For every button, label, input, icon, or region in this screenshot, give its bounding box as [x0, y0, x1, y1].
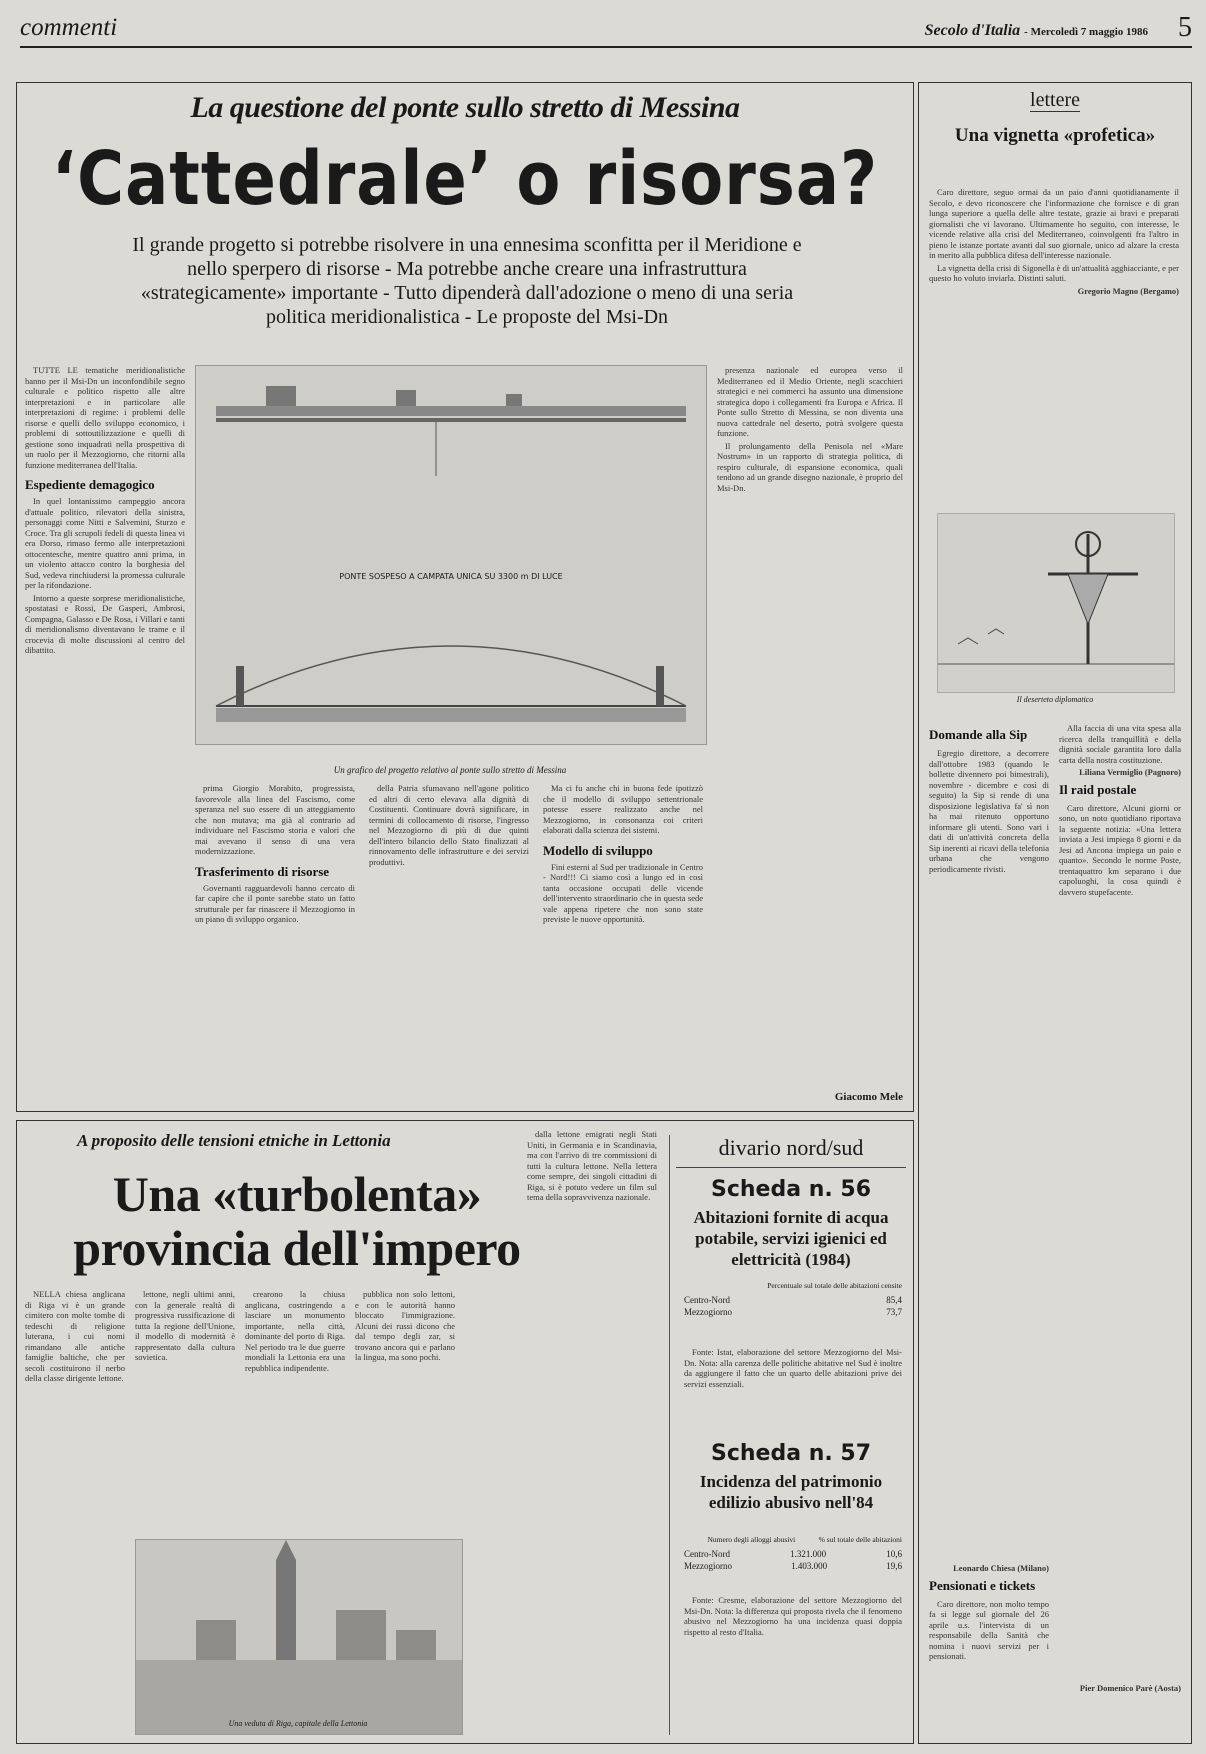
main-article — [16, 82, 914, 1112]
letter-heading: Il raid postale — [1059, 781, 1137, 797]
row-label: Mezzogiorno — [684, 1307, 732, 1317]
paragraph: prima Giorgio Morabito, progressista, favorevole alla linea del Fascismo, come speranza nel suo essere di un atteggiamento che non mutava; ma già al contrario ad individuare nel Fascismo storia e valori che mai avevano il senso di una vera modernizzazione. — [195, 783, 355, 856]
letter-heading: Domande alla Sip — [929, 727, 1028, 742]
cartoon-illustration — [937, 513, 1175, 693]
letter-title: Una vignetta «profetica» — [954, 125, 1156, 146]
table-column-header: Percentuale sul totale delle abitazioni censite — [767, 1281, 902, 1290]
table-column-header: % sul totale delle abitazioni — [818, 1535, 902, 1544]
paragraph: Governanti ragguardevoli hanno cercato di far capire che il ponte sarebbe stato un fatto strutturale per far rinascere il Mezzogiorno in un piano di sviluppo organico. — [195, 882, 355, 924]
sheet-56-note — [684, 1347, 902, 1391]
article-title: Una «turbolenta» provincia dell'impero — [73, 1166, 521, 1276]
letter-signature: Leonardo Chiesa (Milano) — [953, 1563, 1049, 1573]
row-label: Centro-Nord — [684, 1295, 730, 1305]
paragraph: pubblica non solo lettoni, e con le autorità hanno bloccato l'immigrazione. Alcuni dei russi dicono che dal tempo degli zar, si trovano ancora qui e parlano la lingua, ma sono pochi. — [355, 1289, 455, 1362]
sheet-57-table — [684, 1535, 902, 1572]
article-title: ‘Cattedrale’ o risorsa? — [51, 137, 879, 223]
table-row — [684, 1306, 902, 1318]
paragraph: presenza nazionale ed europea verso il Mediterraneo ed il Medio Oriente, negli scacchieri strategici e nei commerci ha assunto una dimensione strategica dopo i collegamenti fra Europa e Africa. Il Ponte sullo Stretto di Messina, se non diventa una nuova cattedrale nel deserto, potrà svolgere questa funzione. — [717, 365, 903, 438]
row-value: 73,7 — [886, 1307, 902, 1317]
paragraph: In quel lontanissimo campeggio ancora d'attuale politico, rilevatori della sinistra, personaggi come Nitti e Salvemini, Sturzo e Croce. Tra gli scrupoli fedeli di questa linea vi era Dorso, rimaso fermo alle interpretazioni ottocentesche, mentre quattro anni prima, in un violento attacco contro la borghesia del Sud, vedeva rinchiudersi la promessa culturale per la rifondazione. — [25, 496, 185, 590]
row-value: 85,4 — [886, 1295, 902, 1305]
table-row — [684, 1294, 902, 1306]
table-header-row — [684, 1535, 902, 1544]
paragraph: NELLA chiesa anglicana di Riga vi è un grande cimitero con molte tombe di tedeschi di religione luterana, i cui nomi rimandano alle antiche famiglie baltiche, che per secoli costituirono il nerbo della classe dirigente lettone. — [25, 1289, 125, 1383]
paragraph: Caro direttore, non molto tempo fa si legge sul giornale del 26 aprile u.s. l'intervista di un responsabile della Sanità che nomina i nuovi servizi per i pensionati. — [929, 1598, 1049, 1661]
paragraph: dalla lettone emigrati negli Stati Uniti, in Germania e in Scandinavia, ma con l'arrivo di tre commissioni di tutti la cultura lettone. Nella lettera come sempre, dei singoli cittadini di Riga, si è potuto vedere un film sul tema della sopravvivenza nazionale. — [527, 1129, 657, 1202]
letter-1 — [929, 187, 1179, 296]
bridge-diagram — [195, 365, 707, 745]
sheet-56-heading: Scheda n. 56 — [710, 1177, 871, 1202]
paragraph: Caro direttore, seguo ormai da un paio d'anni quotidianamente il Secolo, e devo riconoscere che l'informazione che fornisce e di gran lunga superiore a quella delle altre testate, grazie ai bravi e preparati giornalisti che vi lavorano. Ultimamente ho seguito, con interesse, le vicende relative alla crisi del Mediterraneo, coinvolgenti fra l'altro in pieno le istanze portate avanti dal suo giornale, unico ad alzare la cresta in merito alla pubblica difesa dell'interesse nazionale. — [929, 187, 1179, 260]
paragraph: Il prolungamento della Penisola nel «Mare Nostrum» in un rapporto di strategia politica, di respiro culturale, di espansione economica, quali tendono ad un grande disegno nazionale, è proprio del Msi-Dn. — [717, 440, 903, 493]
letter-3-signature-block — [929, 1563, 1049, 1664]
table-row — [684, 1548, 902, 1560]
letter-signature: Gregorio Magno (Bergamo) — [1077, 285, 1179, 296]
article-column-3 — [245, 1289, 345, 1375]
article-column-1 — [25, 365, 185, 658]
city-photo — [135, 1539, 463, 1735]
riga-skyline — [136, 1540, 462, 1734]
diagram-label: PONTE SOSPESO A CAMPATA UNICA SU 3300 m DI LUCE — [339, 572, 563, 581]
masthead — [20, 14, 1192, 48]
paragraph: lettone, negli ultimi anni, con la generale realtà di progressiva russificazione di tutta la regione dell'Unione, il modello di modernità è rappresentato dalla cultura sovietica. — [135, 1289, 235, 1362]
article-column-2 — [135, 1289, 235, 1365]
article-column-4 — [355, 1289, 455, 1365]
table-row — [684, 1560, 902, 1572]
paper-title: Secolo d'Italia — [924, 22, 1021, 39]
paragraph: crearono la chiusa anglicana, costringendo a lasciare un monumento importante, nella città, dominante del porto di Riga. Nel periodo tra le due guerre mondiali la Lettonia era una repubblica indipendente. — [245, 1289, 345, 1373]
author-signature: Giacomo Mele — [834, 1091, 903, 1103]
letter-heading: Pensionati e tickets — [929, 1577, 1036, 1593]
page-number: 5 — [1178, 12, 1192, 43]
section-name: commenti — [20, 14, 118, 41]
table-column-header: Numero degli alloggi abusivi — [707, 1535, 796, 1544]
article-subhead: Il grande progetto si potrebbe risolvere in una ennesima sconfitta per il Meridione e nello sperpero di risorse - Ma potrebbe anche creare una infrastruttura «strategicamente» importante - Tutto dipenderà dall'adozione o meno di una seria politica meridionalistica - Le proposte del Msi-Dn — [132, 234, 802, 328]
paragraph: Fonte: Cresme, elaborazione del settore Mezzogiorno del Msi-Dn. Nota: la differenza qui proposta rivela che il fenomeno abusivo nel Mezzogiorno ha una incidenza quasi doppia rispetto al resto d'Italia. — [684, 1595, 902, 1637]
letter-signature: Liliana Vermiglio (Pagnoro) — [1079, 767, 1181, 777]
sheet-57-title: Incidenza del patrimonio edilizio abusivo nell'84 — [699, 1472, 883, 1512]
article-kicker: A proposito delle tensioni etniche in Lettonia — [77, 1131, 391, 1150]
statistics-box — [669, 1135, 906, 1735]
paragraph: Intorno a queste sorprese meridionalistiche, spostatasi e Rossi, De Gasperi, Ambrosi, Compagna, Galasso e De Rosa, i Villari e tanti di meridionalismo diventavano le trame e il crocevia di molte discussioni al centro del dibattito. — [25, 592, 185, 655]
paragraph: Fonte: Istat, elaborazione del settore Mezzogiorno del Msi-Dn. Nota: alla carenza delle politiche abitative nel Sud è inoltre da aggiungere il fatto che un quarto delle abitazioni prive dei servizi essenziali. — [684, 1347, 902, 1389]
bottom-article — [16, 1120, 914, 1744]
bridge-drawing — [196, 366, 706, 744]
paragraph: Fini esterni al Sud per tradizionale in Centro - Nord!!! Ci siamo così a lungo ed in così tanta occasione occupati delle vicende dell'intervento straordinario che in questa sede vale appena ripetere che non sono state previste le nuove opportunità. — [543, 861, 703, 924]
row-value: 10,6 — [886, 1549, 902, 1559]
letters-tag-text: lettere — [1030, 89, 1080, 111]
sheet-56-title: Abitazioni fornite di acqua potabile, servizi igienici ed elettricità (1984) — [693, 1208, 889, 1269]
row-value: 19,6 — [886, 1561, 902, 1571]
box-tag: divario nord/sud — [676, 1135, 906, 1168]
article-column-5 — [527, 1129, 657, 1205]
paragraph: Caro direttore, Alcuni giorni or sono, un noto quotidiano riportava la seguente notizia: «Una lettera inviata a Jesi impiega 8 giorni e da Jesi ad Ancona impiega un paio e quanto». Secondo le norme Poste, trentaquattro km separano i due capoluoghi, la cosa quindi è davvero stupefacente. — [1059, 802, 1181, 897]
letters-tag — [919, 89, 1191, 112]
article-column-4 — [543, 783, 703, 927]
article-column-5 — [717, 365, 903, 495]
row-value: 1.321.000 — [790, 1549, 827, 1559]
letters-column — [918, 82, 1192, 1744]
row-label: Centro-Nord — [684, 1549, 730, 1559]
row-label: Mezzogiorno — [684, 1561, 732, 1571]
paragraph: Egregio direttore, a decorrere dall'ottobre 1983 (quando le bollette divennero poi bimestrali), novembre - dicembre e così di seguito) la Sip si rende di una disposizione legislativa fa' sì non ha mai ritenuto opportuno informare gli utenti. Sono vari i dati di un'attività concreta della Sip inerenti ai ricavi della telefonia urbana che vengono periodicamente rivisti. — [929, 748, 1049, 874]
row-value: 1.403.000 — [791, 1561, 828, 1571]
scarecrow-drawing — [938, 514, 1174, 692]
intro-paragraph: TUTTE LE tematiche meridionalistiche hanno per il Msi-Dn un inconfondibile segno culturale e politico rispetto alle altre interpretazioni e in particolare alle interpretazioni di regime: i problemi delle risorse e quelli dello sviluppo economico, i problemi di sottoutilizzazione e quelli di gestione sono inquadrati nella prospettiva di un ruolo per il Mezzogiorno, che ritorni alla funzione mediterranea dell'Italia. — [25, 365, 185, 470]
sheet-57-note — [684, 1595, 902, 1639]
section-heading: Modello di sviluppo — [543, 842, 653, 858]
paragraph: La vignetta della crisi di Sigonella è di un'attualità agghiacciante, e per questo ho voluto inviarla. Distinti saluti. — [929, 262, 1179, 283]
article-kicker: La questione del ponte sullo stretto di Messina — [190, 91, 740, 124]
issue-date: - Mercoledì 7 maggio 1986 — [1024, 26, 1148, 38]
diagram-caption: Un grafico del progetto relativo al ponte sullo stretto di Messina — [333, 765, 567, 775]
article-column-2 — [195, 783, 355, 927]
letter-signature: Pier Domenico Parè (Aosta) — [1079, 1683, 1181, 1693]
sheet-57-heading: Scheda n. 57 — [710, 1441, 871, 1466]
letter-4-signature-block — [1059, 1683, 1181, 1694]
article-column-3 — [369, 783, 529, 869]
letter-2-continued — [1059, 723, 1181, 899]
sheet-56-table — [684, 1281, 902, 1318]
section-heading: Espediente demagogico — [25, 477, 155, 492]
letter-2 — [929, 723, 1049, 876]
cartoon-caption: Il deserteto diplomatico — [1016, 695, 1094, 704]
article-column-1 — [25, 1289, 125, 1386]
section-heading: Trasferimento di risorse — [195, 863, 330, 879]
paragraph: Ma ci fu anche chi in buona fede ipotizzò che il modello di sviluppo settentrionale potesse essere realizzato anche nel Mezzogiorno, in consonanza coi criteri elaborati dalla scienza dei sistemi. — [543, 783, 703, 835]
paragraph: Alla faccia di una vita spesa alla ricerca della tranquillità e della dignità sociale garantita loro dalla carta della nostra costituzione. — [1059, 723, 1181, 765]
paragraph: della Patria sfumavano nell'agone politico ed altri di certo elevava alla dignità di Costituenti. Continuare dovrà significare, in termini di collocamento di risorse, l'ingresso nel Mezzogiorno di più di due quinti dell'intero bilancio dello Stato finalizzati al rinnovamento delle infrastrutture e dei servizi produttivi. — [369, 783, 529, 867]
photo-caption: Una veduta di Riga, capitale della Lettonia — [228, 1719, 368, 1728]
paper-name — [925, 22, 1148, 40]
